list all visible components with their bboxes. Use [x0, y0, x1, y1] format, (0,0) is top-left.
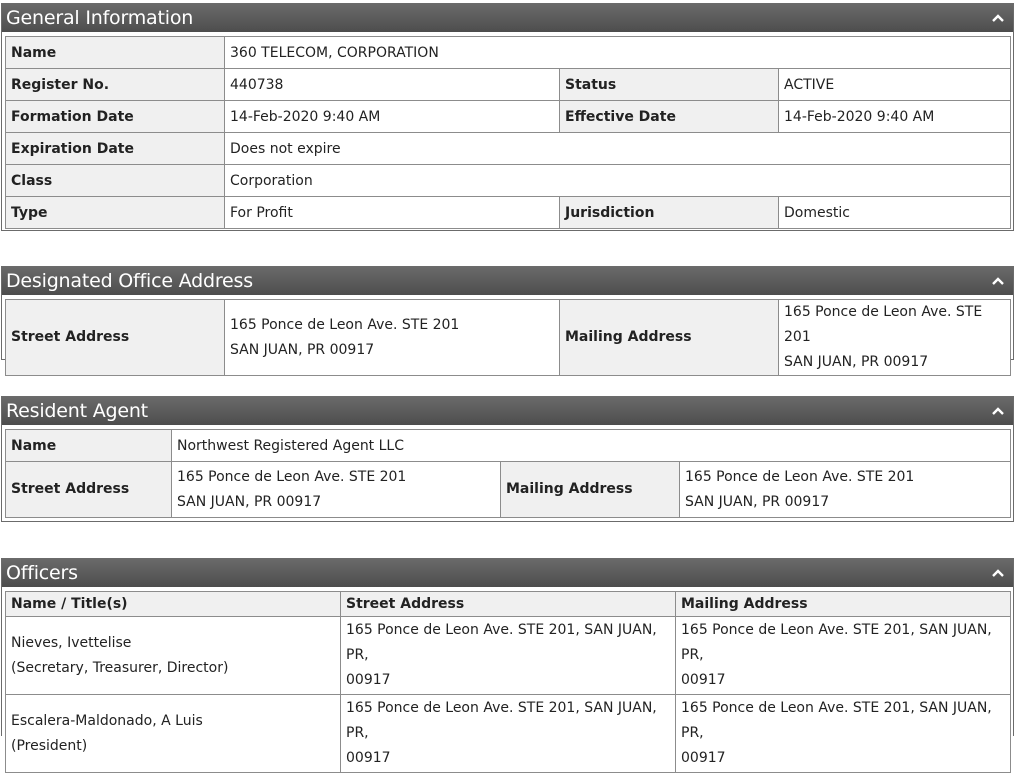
agent-street-address-label: Street Address [6, 462, 172, 518]
street-address-line2: SAN JUAN, PR 00917 [230, 341, 375, 358]
agent-mailing-line1: 165 Ponce de Leon Ave. STE 201 [685, 468, 915, 485]
column-header-street-address: Street Address [341, 592, 676, 617]
agent-name-label: Name [6, 430, 172, 462]
officer-street-line1: 165 Ponce de Leon Ave. STE 201, SAN JUAN, PR, [346, 700, 657, 741]
general-information-table [5, 36, 1011, 229]
formation-date-label: Formation Date [6, 101, 225, 133]
mailing-address-line2: SAN JUAN, PR 00917 [784, 354, 929, 370]
officer-name: Nieves, Ivettelise [11, 634, 132, 651]
table-row [6, 300, 1011, 376]
chevron-up-icon[interactable] [991, 566, 1005, 580]
mailing-address-value [779, 300, 1011, 376]
officer-street-line1: 165 Ponce de Leon Ave. STE 201, SAN JUAN, PR, [346, 622, 657, 663]
column-header-mailing-address: Mailing Address [676, 592, 1011, 617]
column-header-name: Name / Title(s) [6, 592, 341, 617]
status-label: Status [560, 69, 779, 101]
designated-office-address-header[interactable] [2, 267, 1013, 295]
register-label: Register No. [6, 69, 225, 101]
designated-office-address-panel [1, 266, 1014, 370]
panel-title: Resident Agent [6, 400, 148, 422]
table-row [6, 462, 1011, 518]
effective-date-label: Effective Date [560, 101, 779, 133]
mailing-address-label: Mailing Address [560, 300, 779, 376]
officer-name-cell [6, 617, 341, 695]
table-row [6, 430, 1011, 462]
expiration-date-value: Does not expire [225, 133, 1011, 165]
table-header-row [6, 592, 1011, 617]
chevron-up-icon[interactable] [991, 404, 1005, 418]
officer-mailing-line2: 00917 [681, 750, 726, 766]
jurisdiction-value: Domestic [779, 197, 1011, 229]
chevron-up-icon[interactable] [991, 274, 1005, 288]
table-row [6, 133, 1011, 165]
agent-street-line2: SAN JUAN, PR 00917 [177, 493, 322, 510]
table-row [6, 101, 1011, 133]
resident-agent-panel [1, 396, 1014, 522]
agent-mailing-address-label: Mailing Address [501, 462, 680, 518]
officers-panel [1, 558, 1014, 766]
table-row [6, 695, 1011, 773]
officer-street-cell [341, 695, 676, 773]
officer-mailing-line2: 00917 [681, 672, 726, 688]
officer-titles: (Secretary, Treasurer, Director) [11, 659, 229, 676]
table-row [6, 197, 1011, 229]
officer-street-cell [341, 617, 676, 695]
chevron-up-icon[interactable] [991, 11, 1005, 25]
register-value: 440738 [225, 69, 560, 101]
officer-name: Escalera-Maldonado, A Luis [11, 712, 203, 729]
agent-street-address-value [172, 462, 501, 518]
street-address-line1: 165 Ponce de Leon Ave. STE 201 [230, 316, 460, 333]
resident-agent-table [5, 429, 1011, 518]
mailing-address-line1: 165 Ponce de Leon Ave. STE 201 [784, 304, 983, 345]
formation-date-value: 14-Feb-2020 9:40 AM [225, 101, 560, 133]
class-label: Class [6, 165, 225, 197]
panel-title: Designated Office Address [6, 270, 253, 292]
officers-header[interactable] [2, 559, 1013, 587]
officer-titles: (President) [11, 737, 88, 754]
officer-mailing-line1: 165 Ponce de Leon Ave. STE 201, SAN JUAN, PR, [681, 622, 992, 663]
panel-title: General Information [6, 7, 194, 29]
officer-street-line2: 00917 [346, 672, 391, 688]
table-row [6, 69, 1011, 101]
street-address-label: Street Address [6, 300, 225, 376]
officers-table [5, 591, 1011, 773]
type-label: Type [6, 197, 225, 229]
officer-mailing-cell [676, 695, 1011, 773]
type-value: For Profit [225, 197, 560, 229]
class-value: Corporation [225, 165, 1011, 197]
table-row [6, 37, 1011, 69]
officer-mailing-cell [676, 617, 1011, 695]
general-information-panel [1, 3, 1014, 231]
general-information-header[interactable] [2, 4, 1013, 32]
panel-title: Officers [6, 562, 78, 584]
street-address-value [225, 300, 560, 376]
resident-agent-header[interactable] [2, 397, 1013, 425]
agent-name-value: Northwest Registered Agent LLC [172, 430, 1011, 462]
officer-mailing-line1: 165 Ponce de Leon Ave. STE 201, SAN JUAN, PR, [681, 700, 992, 741]
agent-street-line1: 165 Ponce de Leon Ave. STE 201 [177, 468, 407, 485]
table-row [6, 165, 1011, 197]
jurisdiction-label: Jurisdiction [560, 197, 779, 229]
officer-name-cell [6, 695, 341, 773]
agent-mailing-address-value [680, 462, 1011, 518]
agent-mailing-line2: SAN JUAN, PR 00917 [685, 493, 830, 510]
status-value: ACTIVE [779, 69, 1011, 101]
officer-street-line2: 00917 [346, 750, 391, 766]
name-label: Name [6, 37, 225, 69]
expiration-date-label: Expiration Date [6, 133, 225, 165]
effective-date-value: 14-Feb-2020 9:40 AM [779, 101, 1011, 133]
table-row [6, 617, 1011, 695]
name-value: 360 TELECOM, CORPORATION [225, 37, 1011, 69]
office-address-table [5, 299, 1011, 376]
